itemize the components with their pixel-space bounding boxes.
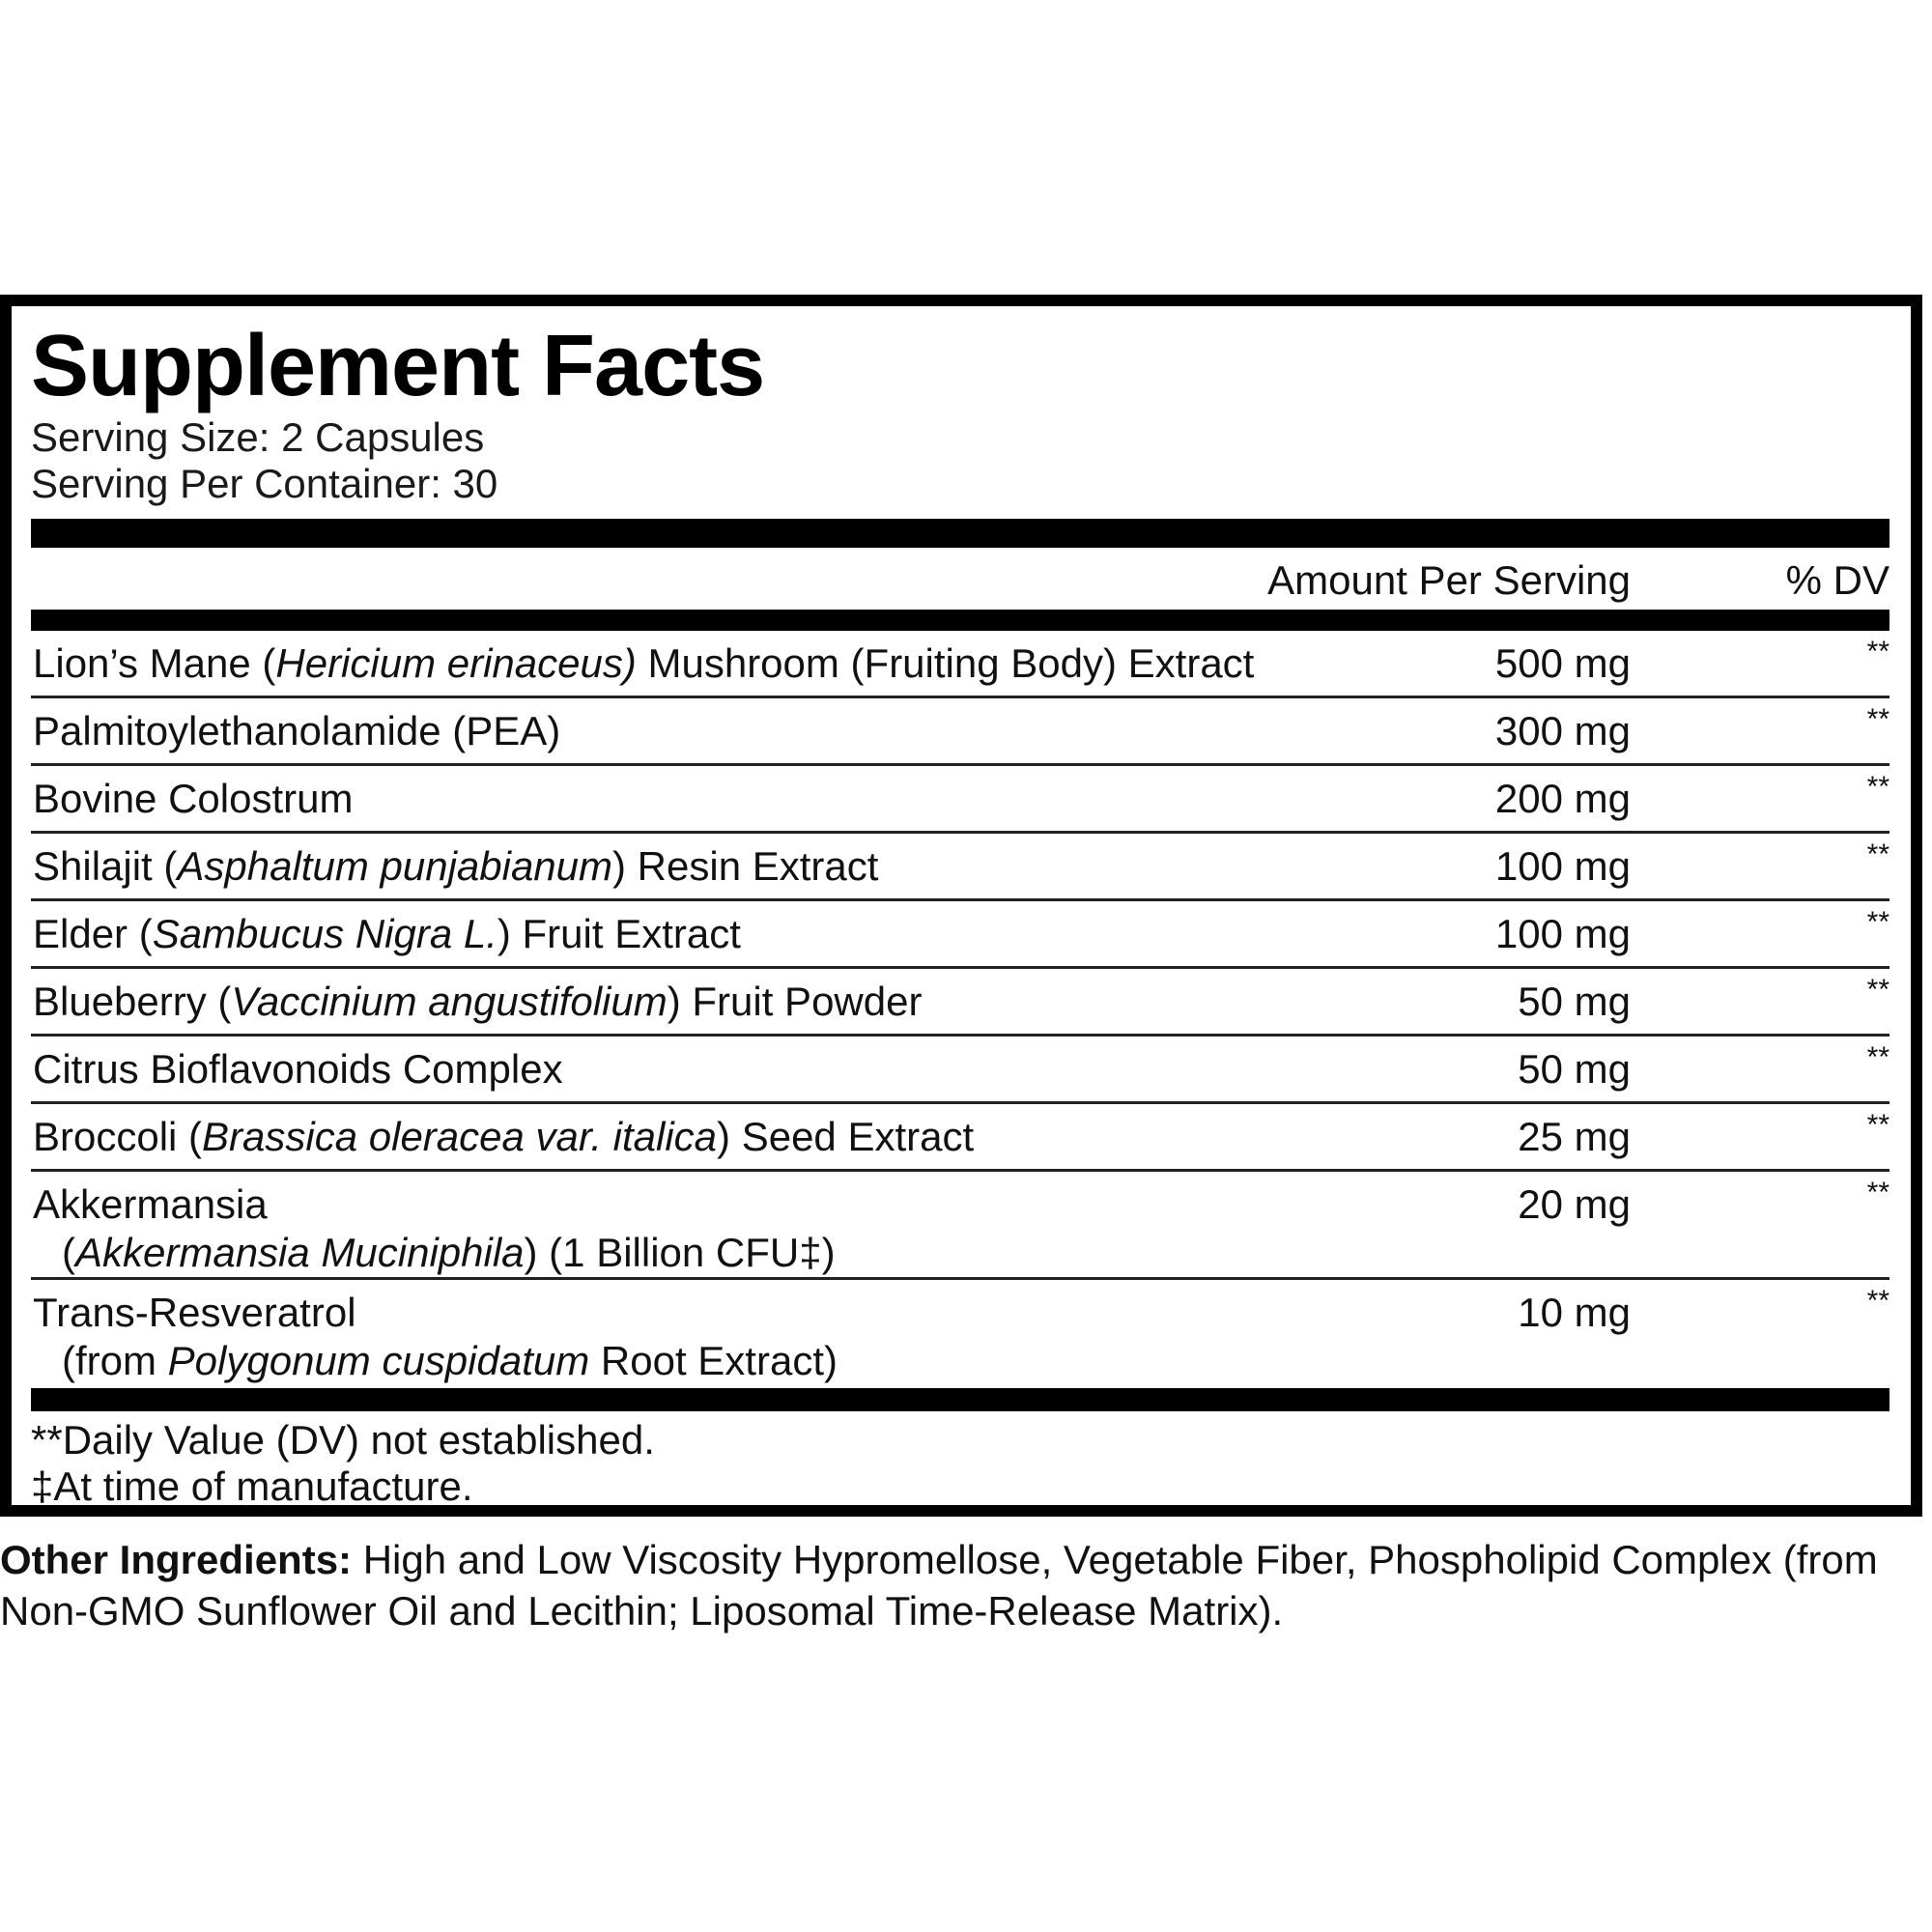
ingredient-row: [31, 631, 1889, 698]
other-ingredients: [0, 1534, 1932, 1636]
amount-header: Amount Per Serving: [1267, 557, 1631, 603]
ingredient-amount: 50 mg: [1518, 979, 1631, 1024]
ingredient-amount: 50 mg: [1518, 1046, 1631, 1092]
name-text: Lion’s Mane (: [33, 640, 276, 686]
latin-name: Asphaltum punjabianum: [177, 843, 613, 889]
name-text: ) Fruit Powder: [667, 979, 923, 1024]
ingredient-amount: 100 mg: [1494, 911, 1631, 956]
ingredient-row: [31, 969, 1889, 1037]
name-text: Akkermansia: [33, 1181, 268, 1227]
ingredient-dv: **: [1866, 703, 1889, 735]
ingredient-amount: 20 mg: [1518, 1181, 1631, 1227]
ingredient-list: [31, 631, 1889, 1388]
name-text: Mushroom (Fruiting Body) Extract: [636, 640, 1255, 686]
name-text: Palmitoylethanolamide (PEA): [33, 708, 561, 753]
latin-name: Hericium erinaceus): [275, 640, 637, 686]
ingredient-row: [31, 1104, 1889, 1172]
name-text: ) Seed Extract: [717, 1114, 975, 1159]
ingredient-amount: 100 mg: [1494, 843, 1631, 889]
ingredient-amount: 200 mg: [1494, 776, 1631, 821]
ingredient-row: [31, 901, 1889, 969]
ingredient-dv: **: [1866, 636, 1889, 668]
ingredient-row: [31, 698, 1889, 766]
ingredient-dv: **: [1866, 1285, 1889, 1317]
ingredient-amount: 10 mg: [1518, 1290, 1631, 1335]
name-text: ) Resin Extract: [612, 843, 879, 889]
supplement-facts-panel: [0, 295, 1922, 1517]
name-text: (: [62, 1230, 75, 1275]
name-text: Bovine Colostrum: [33, 776, 354, 821]
dv-header: % DV: [1785, 557, 1889, 603]
ingredient-dv: **: [1866, 1177, 1889, 1208]
name-text: Blueberry (: [33, 979, 232, 1024]
name-text: Root Extract): [589, 1338, 838, 1383]
ingredient-row: [31, 1037, 1889, 1104]
ingredient-dv: **: [1866, 771, 1889, 803]
serving-size: Serving Size: 2 Capsules: [31, 414, 485, 460]
name-text: Citrus Bioflavonoids Complex: [33, 1046, 563, 1092]
footnote-dv: **Daily Value (DV) not established.: [31, 1417, 655, 1463]
name-text: Shilajit (: [33, 843, 178, 889]
thick-divider: [31, 610, 1889, 631]
servings-per-container: Serving Per Container: 30: [31, 461, 498, 506]
other-ingredients-text: High and Low Viscosity Hypromellose, Vegetable Fiber, Phospholipid Complex (from Non-GMO Sunflower Oil and Lecithin; Liposomal Time-Release Matrix).: [0, 1537, 1878, 1634]
latin-name: Brassica oleracea var. italica: [202, 1114, 718, 1159]
label-title: Supplement Facts: [31, 318, 765, 414]
name-text: Broccoli (: [33, 1114, 203, 1159]
ingredient-row: [31, 766, 1889, 834]
column-header: [31, 548, 1889, 610]
name-text: (from: [62, 1338, 168, 1383]
ingredient-dv: **: [1866, 974, 1889, 1006]
ingredient-row: [31, 1280, 1889, 1388]
ingredient-subname: [31, 1230, 1889, 1276]
ingredient-dv: **: [1866, 1041, 1889, 1073]
name-text: Elder (: [33, 911, 153, 956]
name-text: Trans-Resveratrol: [33, 1290, 356, 1335]
latin-name: Vaccinium angustifolium: [231, 979, 668, 1024]
other-ingredients-label: Other Ingredients:: [0, 1537, 353, 1582]
thick-divider: [31, 1388, 1889, 1411]
latin-name: Sambucus Nigra L.: [152, 911, 497, 956]
ingredient-amount: 300 mg: [1494, 708, 1631, 753]
ingredient-amount: 500 mg: [1494, 640, 1631, 686]
footnote-manufacture: ‡At time of manufacture.: [31, 1463, 473, 1509]
name-text: ) Fruit Extract: [497, 911, 741, 956]
ingredient-subname: [31, 1338, 1889, 1384]
ingredient-dv: **: [1866, 1109, 1889, 1141]
ingredient-amount: 25 mg: [1518, 1114, 1631, 1159]
name-text: ) (1 Billion CFU‡): [524, 1230, 836, 1275]
ingredient-dv: **: [1866, 838, 1889, 870]
ingredient-dv: **: [1866, 906, 1889, 938]
latin-name: Polygonum cuspidatum: [167, 1338, 590, 1383]
latin-name: Akkermansia Muciniphila: [75, 1230, 525, 1275]
ingredient-row: [31, 834, 1889, 901]
thick-divider: [31, 519, 1889, 548]
ingredient-row: [31, 1172, 1889, 1280]
